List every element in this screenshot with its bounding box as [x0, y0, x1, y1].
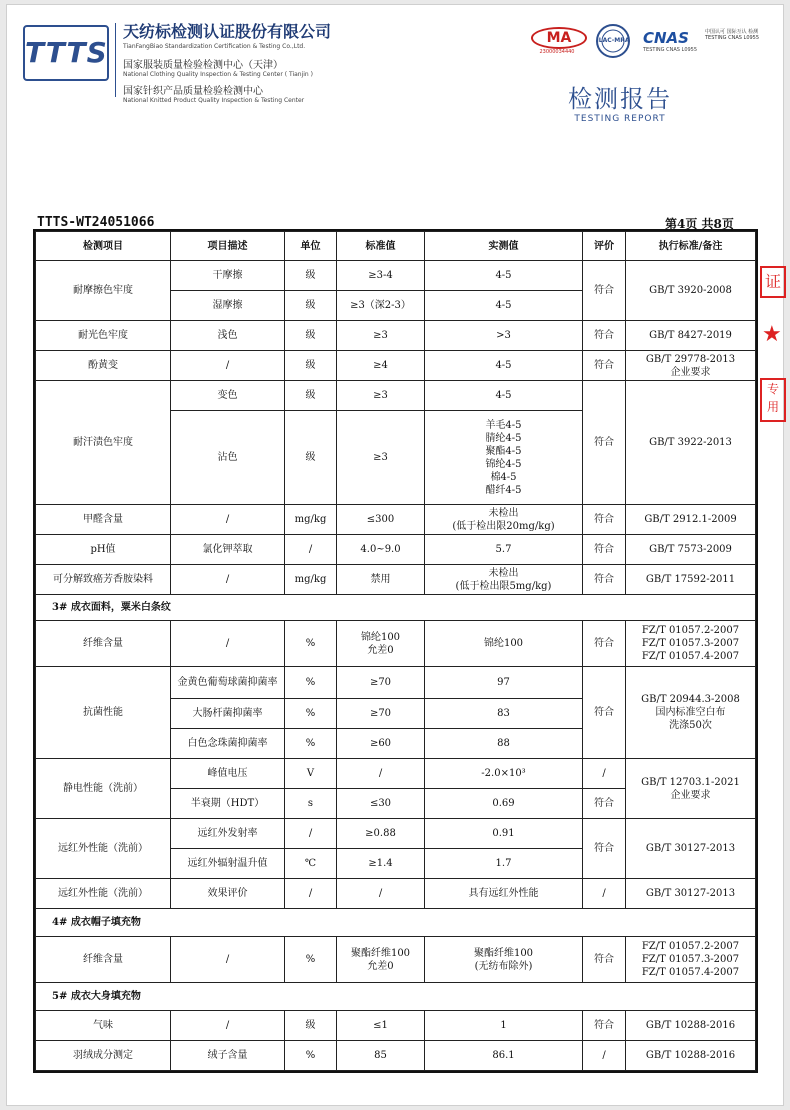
- page-number: 第4页 共8页: [665, 217, 734, 231]
- desc-cell: 半衰期（HDT）: [171, 789, 285, 819]
- ilac-mra-icon: ILAC-MRA: [593, 23, 633, 59]
- unit-cell: V: [285, 759, 337, 789]
- unit-cell: 级: [285, 351, 337, 381]
- value-cell: 未检出 (低于检出限5mg/kg): [425, 565, 583, 595]
- eval-cell: 符合: [583, 937, 626, 983]
- unit-cell: 级: [285, 291, 337, 321]
- unit-cell: 级: [285, 261, 337, 291]
- std-cell: ≤1: [337, 1011, 425, 1041]
- value-cell: 0.91: [425, 819, 583, 849]
- desc-cell: 沾色: [171, 411, 285, 505]
- col-header: 检测项目: [36, 232, 171, 261]
- ref-cell: GB/T 10288-2016: [626, 1011, 756, 1041]
- report-page: [6, 4, 784, 1106]
- item-cell: 可分解致癌芳香胺染料: [36, 565, 171, 595]
- table-row: [36, 879, 756, 909]
- std-cell: /: [337, 759, 425, 789]
- seal-stamp: [760, 266, 782, 426]
- desc-cell: /: [171, 351, 285, 381]
- eval-cell: /: [583, 759, 626, 789]
- org-name-cn: 天纺标检测认证股份有限公司: [123, 22, 332, 41]
- col-header: 实测值: [425, 232, 583, 261]
- desc-cell: 远红外发射率: [171, 819, 285, 849]
- ref-cell: GB/T 3922-2013: [626, 381, 756, 505]
- table-row: [36, 621, 756, 667]
- cma-mark-icon: MA 23000034440: [531, 27, 583, 57]
- unit-cell: /: [285, 879, 337, 909]
- item-cell: 远红外性能（洗前）: [36, 819, 171, 879]
- eval-cell: 符合: [583, 351, 626, 381]
- col-header: 评价: [583, 232, 626, 261]
- ref-cell: FZ/T 01057.2-2007 FZ/T 01057.3-2007 FZ/T 01057.4-2007: [626, 621, 756, 667]
- unit-cell: 级: [285, 411, 337, 505]
- std-cell: ≥3: [337, 381, 425, 411]
- eval-cell: /: [583, 1041, 626, 1071]
- china-accreditation-text: 中国认可 国际互认 检测 TESTING CNAS L0955: [705, 29, 760, 41]
- std-cell: ≥3: [337, 411, 425, 505]
- value-cell: 未检出 (低于检出限20mg/kg): [425, 505, 583, 535]
- section-heading: 3# 成衣面料，粟米白条纹: [36, 595, 756, 621]
- desc-cell: 变色: [171, 381, 285, 411]
- ref-cell: GB/T 3920-2008: [626, 261, 756, 321]
- unit-cell: /: [285, 819, 337, 849]
- ref-cell: GB/T 29778-2013 企业要求: [626, 351, 756, 381]
- ref-cell: GB/T 30127-2013: [626, 819, 756, 879]
- table-row: [36, 937, 756, 983]
- eval-cell: 符合: [583, 819, 626, 879]
- desc-cell: 远红外辐射温升值: [171, 849, 285, 879]
- unit-cell: %: [285, 699, 337, 729]
- std-cell: 锦纶100 允差0: [337, 621, 425, 667]
- desc-cell: /: [171, 565, 285, 595]
- eval-cell: 符合: [583, 789, 626, 819]
- desc-cell: /: [171, 937, 285, 983]
- eval-cell: 符合: [583, 565, 626, 595]
- value-cell: 4-5: [425, 351, 583, 381]
- std-cell: ≥60: [337, 729, 425, 759]
- desc-cell: 大肠杆菌抑菌率: [171, 699, 285, 729]
- desc-cell: /: [171, 1011, 285, 1041]
- std-cell: ≤300: [337, 505, 425, 535]
- std-cell: /: [337, 879, 425, 909]
- value-cell: 具有远红外性能: [425, 879, 583, 909]
- std-cell: 85: [337, 1041, 425, 1071]
- col-header: 执行标准/备注: [626, 232, 756, 261]
- report-title-cn: 检测报告: [568, 85, 672, 113]
- item-cell: 气味: [36, 1011, 171, 1041]
- eval-cell: 符合: [583, 667, 626, 759]
- table-row: [36, 381, 756, 411]
- ref-cell: GB/T 8427-2019: [626, 321, 756, 351]
- center1-cn: 国家服装质量检验检测中心（天津）: [123, 60, 283, 71]
- accreditation-marks: [531, 23, 761, 63]
- item-cell: 抗菌性能: [36, 667, 171, 759]
- eval-cell: 符合: [583, 535, 626, 565]
- eval-cell: 符合: [583, 381, 626, 505]
- table-row: [36, 565, 756, 595]
- cnas-mark-icon: CNAS TESTING CNAS L0955: [643, 29, 698, 53]
- eval-cell: 符合: [583, 1011, 626, 1041]
- value-cell: 88: [425, 729, 583, 759]
- report-title-en: TESTING REPORT: [574, 114, 666, 124]
- value-cell: 83: [425, 699, 583, 729]
- table-row: [36, 535, 756, 565]
- org-name-en: TianFangBiao Standardization Certification & Testing Co.,Ltd.: [123, 43, 306, 50]
- std-cell: 聚酯纤维100 允差0: [337, 937, 425, 983]
- desc-cell: 效果评价: [171, 879, 285, 909]
- ref-cell: FZ/T 01057.2-2007 FZ/T 01057.3-2007 FZ/T 01057.4-2007: [626, 937, 756, 983]
- table-row: [36, 819, 756, 849]
- value-cell: 97: [425, 667, 583, 699]
- unit-cell: s: [285, 789, 337, 819]
- value-cell: 锦纶100: [425, 621, 583, 667]
- col-header: 标准值: [337, 232, 425, 261]
- std-cell: ≥3: [337, 321, 425, 351]
- desc-cell: 金黄色葡萄球菌抑菌率: [171, 667, 285, 699]
- section-row: [36, 909, 756, 937]
- section-heading: 4# 成衣帽子填充物: [36, 909, 756, 937]
- value-cell: 0.69: [425, 789, 583, 819]
- ref-cell: GB/T 17592-2011: [626, 565, 756, 595]
- unit-cell: mg/kg: [285, 565, 337, 595]
- col-header: 单位: [285, 232, 337, 261]
- value-cell: 4-5: [425, 261, 583, 291]
- center1-en: National Clothing Quality Inspection & Testing Center ( Tianjin ): [123, 71, 313, 78]
- col-header: 项目描述: [171, 232, 285, 261]
- ref-cell: GB/T 10288-2016: [626, 1041, 756, 1071]
- desc-cell: 湿摩擦: [171, 291, 285, 321]
- item-cell: 耐汗渍色牢度: [36, 381, 171, 505]
- desc-cell: 氯化钾萃取: [171, 535, 285, 565]
- item-cell: 甲醛含量: [36, 505, 171, 535]
- unit-cell: ℃: [285, 849, 337, 879]
- item-cell: 静电性能（洗前）: [36, 759, 171, 819]
- std-cell: ≤30: [337, 789, 425, 819]
- item-cell: pH值: [36, 535, 171, 565]
- unit-cell: 级: [285, 381, 337, 411]
- value-cell: -2.0×10³: [425, 759, 583, 789]
- unit-cell: 级: [285, 1011, 337, 1041]
- table-row: [36, 1011, 756, 1041]
- desc-cell: /: [171, 621, 285, 667]
- value-cell: 聚酯纤维100 (无纺布除外): [425, 937, 583, 983]
- table-row: [36, 261, 756, 291]
- std-cell: ≥70: [337, 699, 425, 729]
- unit-cell: %: [285, 937, 337, 983]
- desc-cell: 白色念珠菌抑菌率: [171, 729, 285, 759]
- item-cell: 远红外性能（洗前）: [36, 879, 171, 909]
- std-cell: ≥0.88: [337, 819, 425, 849]
- stamp-char: 证: [760, 266, 786, 298]
- value-cell: 羊毛4-5 腈纶4-5 聚酯4-5 锦纶4-5 棉4-5 醋纤4-5: [425, 411, 583, 505]
- unit-cell: /: [285, 535, 337, 565]
- report-number: TTTS-WT24051066: [37, 215, 155, 230]
- stamp-char: 专用: [760, 378, 786, 422]
- unit-cell: %: [285, 1041, 337, 1071]
- value-cell: 4-5: [425, 291, 583, 321]
- desc-cell: 峰值电压: [171, 759, 285, 789]
- item-cell: 酚黄变: [36, 351, 171, 381]
- std-cell: ≥3-4: [337, 261, 425, 291]
- ttts-logo: TTTS: [23, 25, 109, 81]
- std-cell: ≥1.4: [337, 849, 425, 879]
- table-header-row: [36, 232, 756, 261]
- center2-cn: 国家针织产品质量检验检测中心: [123, 86, 263, 97]
- std-cell: ≥4: [337, 351, 425, 381]
- unit-cell: %: [285, 729, 337, 759]
- value-cell: 5.7: [425, 535, 583, 565]
- std-cell: ≥3（深2-3）: [337, 291, 425, 321]
- item-cell: 耐光色牢度: [36, 321, 171, 351]
- ref-cell: GB/T 7573-2009: [626, 535, 756, 565]
- table-row: [36, 351, 756, 381]
- eval-cell: 符合: [583, 505, 626, 535]
- table-row: [36, 759, 756, 789]
- value-cell: 1.7: [425, 849, 583, 879]
- section-heading: 5# 成衣大身填充物: [36, 983, 756, 1011]
- unit-cell: %: [285, 667, 337, 699]
- eval-cell: 符合: [583, 621, 626, 667]
- ref-cell: GB/T 12703.1-2021 企业要求: [626, 759, 756, 819]
- center2-en: National Knitted Product Quality Inspection & Testing Center: [123, 97, 305, 104]
- desc-cell: 绒子含量: [171, 1041, 285, 1071]
- report-title: [555, 79, 685, 124]
- results-table: [35, 231, 756, 1071]
- value-cell: >3: [425, 321, 583, 351]
- desc-cell: 干摩擦: [171, 261, 285, 291]
- section-row: [36, 983, 756, 1011]
- desc-cell: 浅色: [171, 321, 285, 351]
- std-cell: ≥70: [337, 667, 425, 699]
- eval-cell: 符合: [583, 261, 626, 321]
- item-cell: 纤维含量: [36, 937, 171, 983]
- organization-block: [123, 19, 373, 104]
- unit-cell: %: [285, 621, 337, 667]
- header-divider: [115, 23, 116, 97]
- table-row: [36, 667, 756, 699]
- eval-cell: 符合: [583, 321, 626, 351]
- table-row: [36, 1041, 756, 1071]
- value-cell: 1: [425, 1011, 583, 1041]
- value-cell: 86.1: [425, 1041, 583, 1071]
- table-row: [36, 321, 756, 351]
- item-cell: 耐摩擦色牢度: [36, 261, 171, 321]
- unit-cell: mg/kg: [285, 505, 337, 535]
- ref-cell: GB/T 2912.1-2009: [626, 505, 756, 535]
- item-cell: 羽绒成分测定: [36, 1041, 171, 1071]
- ref-cell: GB/T 20944.3-2008 国内标准空白布 洗涤50次: [626, 667, 756, 759]
- eval-cell: /: [583, 879, 626, 909]
- item-cell: 纤维含量: [36, 621, 171, 667]
- std-cell: 4.0~9.0: [337, 535, 425, 565]
- std-cell: 禁用: [337, 565, 425, 595]
- desc-cell: /: [171, 505, 285, 535]
- section-row: [36, 595, 756, 621]
- ref-cell: GB/T 30127-2013: [626, 879, 756, 909]
- star-icon: ★: [762, 322, 782, 347]
- table-row: [36, 505, 756, 535]
- unit-cell: 级: [285, 321, 337, 351]
- value-cell: 4-5: [425, 381, 583, 411]
